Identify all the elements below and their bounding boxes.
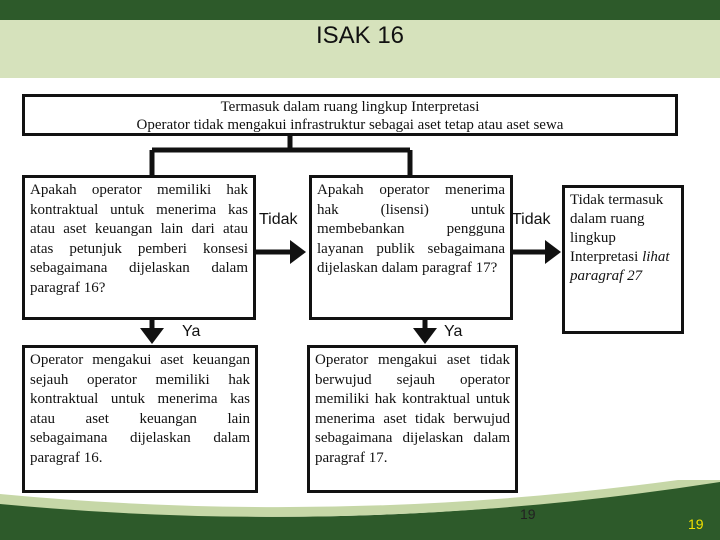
scope-line-2: Operator tidak mengakui infrastruktur sebagai aset tetap atau aset sewa	[136, 117, 564, 133]
result-box-1	[22, 345, 258, 493]
outside-scope-reference: lihat paragraf 27	[570, 249, 670, 284]
question-box-1	[22, 175, 256, 320]
page-number: 19	[520, 506, 536, 522]
label-no-1: Tidak	[259, 211, 298, 228]
label-no-2: Tidak	[512, 211, 551, 228]
result-2-text: Operator mengakui aset tidak berwujud sejauh operator memiliki hak kontraktual untuk menerima aset tidak berwujud sebagaimana dijelaskan dalam paragraf 17.	[315, 352, 510, 466]
scope-box	[22, 94, 678, 136]
question-box-2	[309, 175, 513, 320]
result-1-text: Operator mengakui aset keuangan sejauh operator memiliki hak kontraktual untuk menerima kas atau aset keuangan lain sebagaimana dijelaskan dalam paragraf 16.	[30, 352, 250, 466]
outside-scope-text: Tidak termasuk dalam ruang lingkup Interpretasi	[570, 192, 664, 265]
question-1-text: Apakah operator memiliki hak kontraktual untuk menerima kas atau aset keuangan lain dari atau atas petunjuk pemberi konsesi sebagaimana dijelaskan dalam paragraf 16?	[30, 182, 248, 296]
question-2-text: Apakah operator menerima hak (lisensi) untuk membebankan pengguna layanan publik sebagaimana dijelaskan dalam paragraf 17?	[317, 182, 505, 276]
result-box-2	[307, 345, 518, 493]
label-yes-2: Ya	[444, 323, 463, 340]
slide-title: ISAK 16	[315, 22, 405, 49]
page-number-corner: 19	[688, 516, 704, 532]
outside-scope-box	[562, 185, 684, 334]
label-yes-1: Ya	[182, 323, 201, 340]
scope-line-1: Termasuk dalam ruang lingkup Interpretasi	[220, 99, 480, 115]
